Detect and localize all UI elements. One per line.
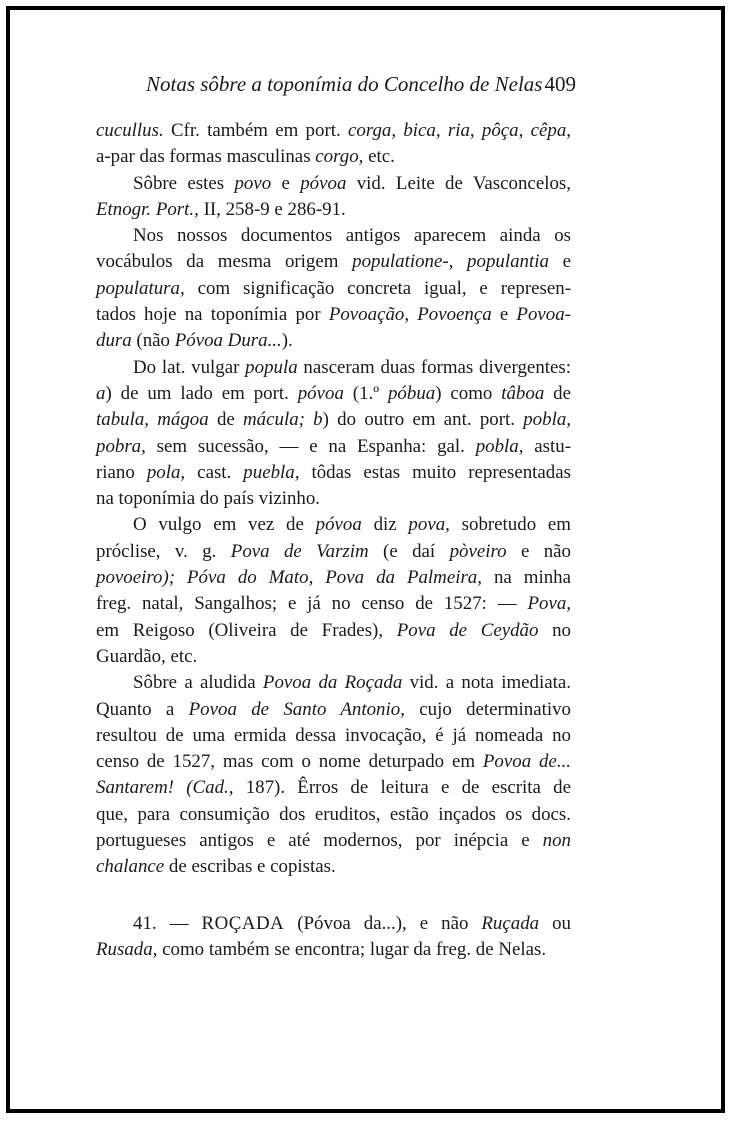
italic-run: Povoa da Roçada	[262, 672, 403, 694]
italic-run: póvoa	[300, 172, 347, 194]
text-line	[96, 328, 571, 354]
text-run: no	[538, 619, 571, 641]
text-line	[96, 775, 571, 801]
text-run: vid. a nota imediata.	[402, 672, 571, 694]
entry-41	[96, 911, 571, 964]
text-run: etc.	[363, 146, 395, 168]
paragraph	[96, 670, 571, 880]
text-run: portugueses antigos e até modernos, por inépcia e	[96, 830, 543, 852]
italic-run: pola,	[146, 461, 186, 483]
text-run: sobretudo em	[449, 514, 571, 536]
text-run: ) do outro em ant. port.	[322, 409, 524, 431]
text-run: de	[544, 382, 571, 404]
text-line	[96, 171, 571, 197]
italic-run: Póvoa Dura...	[174, 330, 282, 352]
italic-run: pobla,	[475, 435, 524, 457]
text-run: de	[208, 409, 244, 431]
paragraph	[96, 223, 571, 354]
italic-run: Ruçada	[481, 912, 540, 934]
paragraph	[96, 171, 571, 224]
text-run: na minha	[481, 567, 572, 589]
paragraph	[96, 512, 571, 670]
italic-run: tâboa	[501, 382, 545, 404]
text-run: na toponímia do país vizinho.	[96, 488, 321, 510]
italic-run: corgo,	[315, 146, 364, 168]
italic-run: puebla,	[243, 461, 300, 483]
text-run: vid. Leite de Vasconcelos,	[346, 172, 571, 194]
text-line	[96, 460, 571, 486]
text-line	[96, 697, 571, 723]
text-run: cujo determinativo	[404, 698, 571, 720]
italic-run: a	[96, 382, 106, 404]
italic-run: Rusada,	[96, 938, 158, 960]
text-line	[96, 118, 571, 144]
text-run: ) como	[435, 382, 502, 404]
text-run: Nos nossos documentos antigos aparecem ainda os	[133, 225, 571, 247]
text-run: cast.	[185, 461, 244, 483]
text-run: e	[271, 172, 301, 194]
italic-run: Pova de Varzim	[230, 540, 369, 562]
text-run: 41. —	[133, 912, 202, 934]
text-line	[96, 249, 571, 275]
italic-run: póvoa	[315, 514, 362, 536]
italic-run: chalance	[96, 856, 165, 878]
italic-run: tabula, mágoa	[96, 409, 209, 431]
text-run: ).	[281, 330, 293, 352]
italic-run: mácula; b	[243, 409, 323, 431]
text-run: resultou de uma ermida dessa invocação, é já nomeada no	[96, 724, 571, 746]
italic-run: cucullus.	[96, 120, 164, 141]
italic-run: povo	[234, 172, 272, 194]
text-run: a-par das formas masculinas	[96, 146, 316, 168]
text-run: de escribas e copistas.	[164, 856, 336, 878]
text-run: sem sucessão, — e na Espanha: gal.	[145, 435, 476, 457]
italic-run: pova,	[408, 514, 450, 536]
page-body	[96, 118, 571, 963]
text-run: Sôbre a aludida	[133, 672, 263, 694]
running-title: Notas sôbre a toponímia do Concelho de Nelas	[146, 72, 543, 96]
text-line	[96, 565, 571, 591]
text-line	[96, 539, 571, 565]
text-run: II, 258-9 e 286-91.	[198, 198, 346, 220]
italic-run: Povoa-	[516, 304, 571, 326]
italic-run: pobla,	[523, 409, 571, 431]
text-line	[96, 670, 571, 696]
italic-run: póvoa	[297, 382, 344, 404]
running-header	[146, 72, 576, 97]
text-run: censo de 1527, mas com o nome deturpado em	[96, 751, 483, 773]
text-line	[96, 355, 571, 381]
text-run: Quanto a	[96, 698, 189, 720]
text-run: Sôbre estes	[133, 172, 235, 194]
text-run: Guardão, etc.	[96, 645, 198, 667]
text-run: tados hoje na toponímia por	[96, 304, 329, 326]
italic-run: pòveiro	[449, 540, 507, 562]
text-run: diz	[361, 514, 409, 536]
page-number: 409	[544, 72, 576, 96]
text-run: e não	[506, 540, 571, 562]
text-line	[96, 407, 571, 433]
text-run: vocábulos da mesma origem	[96, 251, 353, 273]
italic-run: Povoa de...	[482, 751, 571, 773]
text-run: ROÇADA	[201, 912, 285, 934]
italic-run: populatione-, populantia	[352, 251, 549, 273]
text-run: tôdas estas muito representadas	[299, 461, 571, 483]
text-run: Do lat. vulgar	[133, 356, 246, 378]
text-run: e	[491, 304, 517, 326]
italic-run: Povoação, Povoença	[328, 304, 492, 326]
text-run: como também se encontra; lugar da freg. de Nelas.	[157, 938, 547, 960]
text-run: 187). Êrros de leitura e de escrita de	[233, 777, 572, 799]
text-run: que, para consumição dos eruditos, estão inçados os docs.	[96, 803, 571, 825]
text-line	[96, 723, 571, 749]
text-run: (não	[131, 330, 175, 352]
text-line	[96, 749, 571, 775]
text-run: próclise, v. g.	[96, 540, 231, 562]
text-run: e	[548, 251, 571, 273]
italic-run: non	[542, 830, 571, 852]
text-run: riano	[96, 461, 147, 483]
italic-run: Pova de Ceydão	[396, 619, 539, 641]
text-line	[96, 144, 571, 170]
text-run: Cfr. também em port.	[163, 120, 348, 141]
text-line	[96, 276, 571, 302]
text-line	[96, 802, 571, 828]
text-run: (1.º	[343, 382, 388, 404]
italic-run: Etnogr. Port.,	[96, 198, 199, 220]
text-line	[96, 381, 571, 407]
text-line	[96, 197, 571, 223]
text-line	[96, 223, 571, 249]
text-line	[96, 618, 571, 644]
text-line	[96, 644, 571, 670]
italic-run: Pova,	[527, 593, 571, 615]
italic-run: populatura,	[96, 277, 185, 299]
text-line	[96, 591, 571, 617]
text-line	[96, 434, 571, 460]
paragraph	[96, 355, 571, 513]
text-line	[96, 302, 571, 328]
text-run: astu-	[523, 435, 571, 457]
text-run: (Póvoa da...), e não	[284, 912, 482, 934]
text-run: em Reigoso (Oliveira de Frades),	[96, 619, 397, 641]
italic-run: póbua	[387, 382, 436, 404]
italic-run: Povoa de Santo Antonio,	[188, 698, 405, 720]
italic-run: pobra,	[96, 435, 146, 457]
text-line	[96, 486, 571, 512]
italic-run: corga, bica, ria, pôça, cêpa,	[347, 120, 571, 141]
text-run: freg. natal, Sangalhos; e já no censo de 1527: —	[96, 593, 528, 615]
text-line	[96, 828, 571, 854]
text-run: O vulgo em vez de	[133, 514, 316, 536]
text-line	[96, 937, 571, 963]
text-run: com significação concreta igual, e represen-	[184, 277, 571, 299]
italic-run: dura	[96, 330, 132, 352]
text-run: ou	[539, 912, 571, 934]
text-line	[96, 512, 571, 538]
italic-run: povoeiro); Póva do Mato, Pova da Palmeira,	[96, 567, 482, 589]
italic-run: popula	[245, 356, 298, 378]
italic-run: Santarem! (Cad.,	[96, 777, 234, 799]
text-run: ) de um lado em port.	[105, 382, 298, 404]
text-run: (e daí	[368, 540, 450, 562]
text-run: nasceram duas formas divergentes:	[297, 356, 571, 378]
text-line	[96, 854, 571, 880]
paragraph	[96, 118, 571, 171]
text-line	[96, 911, 571, 937]
